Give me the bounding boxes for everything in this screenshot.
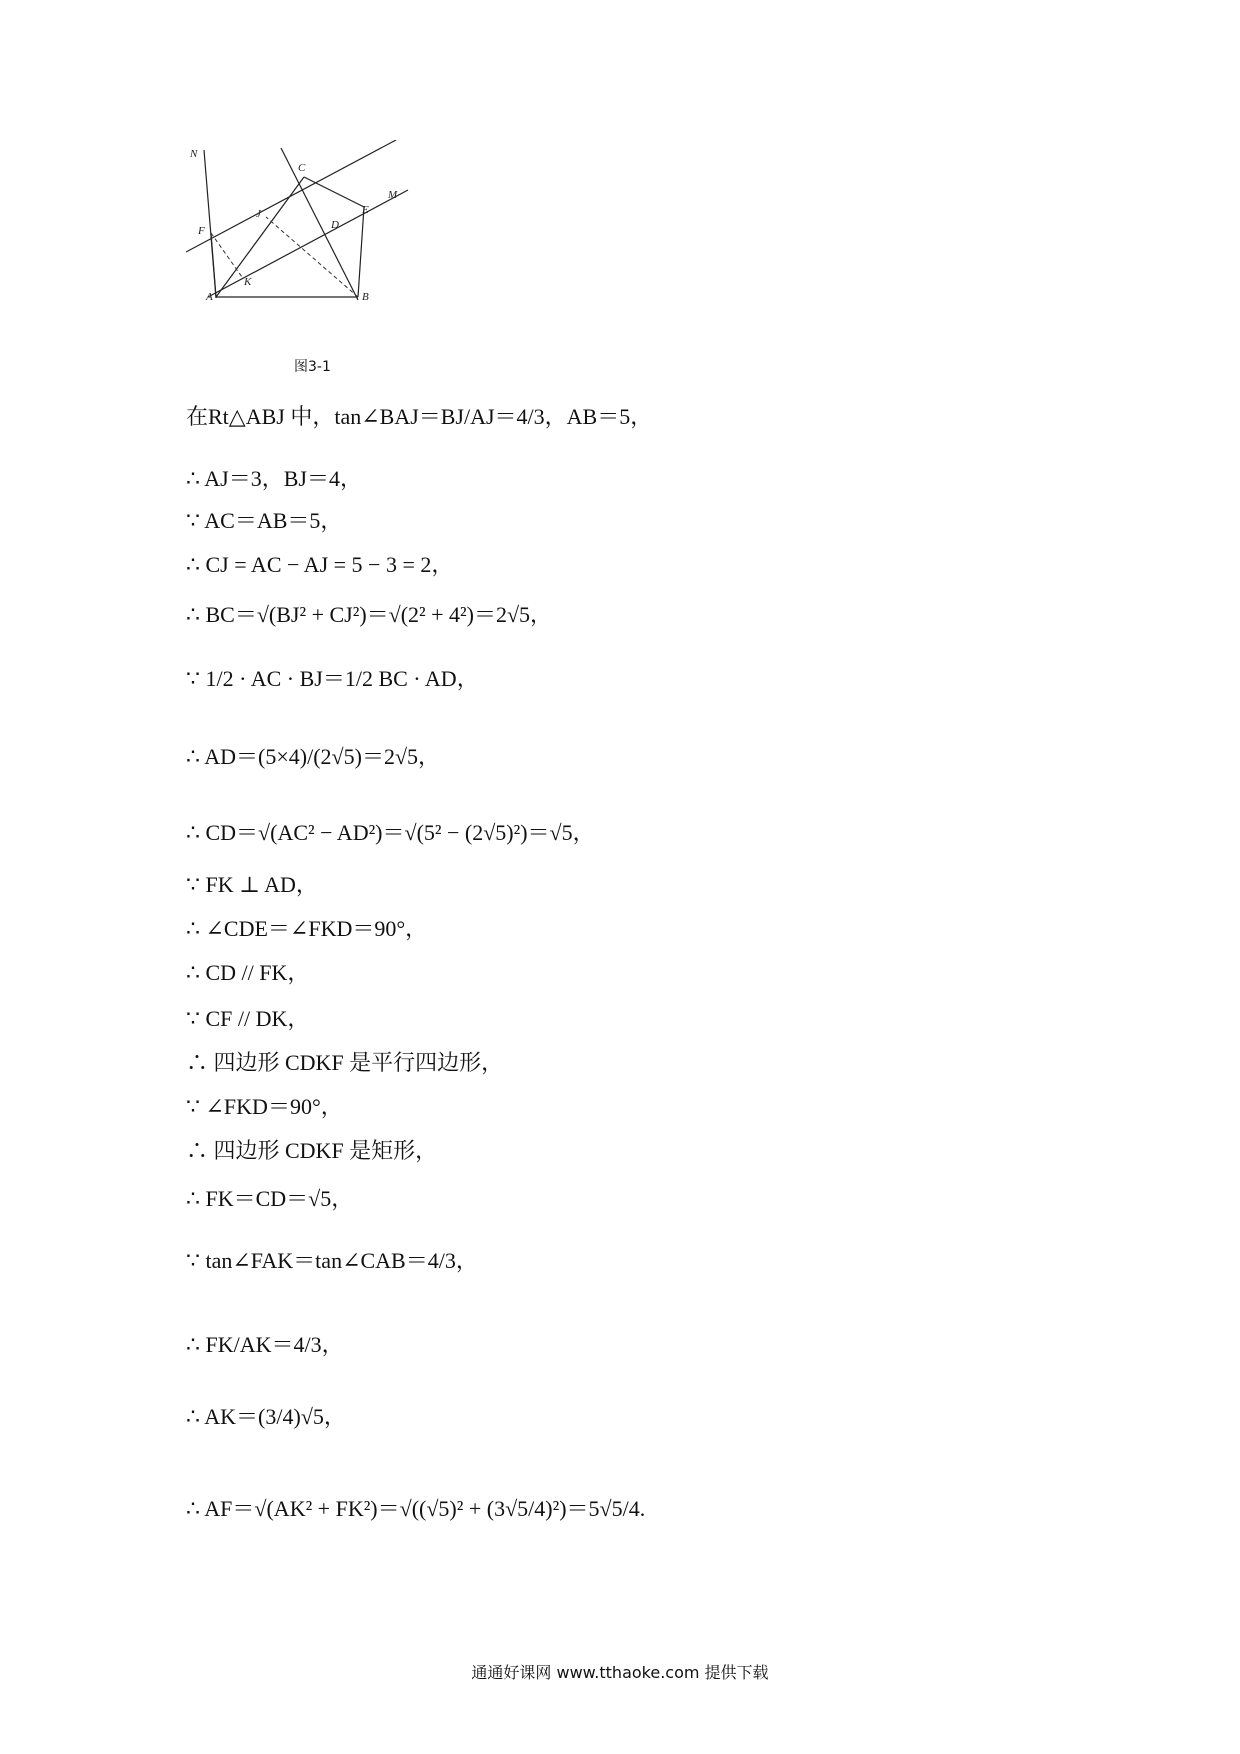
label-f: F <box>198 225 205 237</box>
solution-line: ∴ AF＝√(AK² + FK²)＝√((√5)² + (3√5/4)²)＝5√5/4. <box>186 1496 646 1521</box>
solution-line: ∵ FK ⊥ AD， <box>186 872 318 897</box>
solution-line: ∵ tan∠FAK＝tan∠CAB＝4/3， <box>186 1248 478 1273</box>
figure-caption: 图3-1 <box>294 359 331 375</box>
line-cb-extended <box>281 148 358 300</box>
solution-line: ∴ FK＝CD＝√5， <box>186 1186 354 1211</box>
label-a: A <box>206 291 213 303</box>
solution-line: ∴ FK/AK＝4/3， <box>186 1332 344 1357</box>
solution-line: ∵ AC＝AB＝5， <box>186 508 343 533</box>
solution-line: ∴ CJ = AC − AJ = 5 − 3 = 2， <box>186 552 454 577</box>
segment-eb <box>358 207 364 297</box>
footer-credit: 通通好课网 www.tthaoke.com 提供下载 <box>471 1663 769 1682</box>
label-d: D <box>331 219 339 231</box>
label-n: N <box>190 148 198 160</box>
solution-line: ∴ CD＝√(AC² − AD²)＝√(5² − (2√5)²)＝√5， <box>186 820 595 845</box>
solution-line: ∴ ∠CDE＝∠FKD＝90°， <box>186 916 428 941</box>
solution-line: ∴ CD // FK， <box>186 960 310 985</box>
label-b: B <box>362 291 369 303</box>
solution-line: ∴ 四边形 CDKF 是矩形， <box>186 1138 438 1163</box>
solution-line: ∴ AD＝(5×4)/(2√5)＝2√5， <box>186 744 441 769</box>
solution-line: ∴ 四边形 CDKF 是平行四边形， <box>186 1050 504 1075</box>
solution-line: ∴ AK＝(3/4)√5， <box>186 1404 346 1429</box>
line-m <box>208 190 408 297</box>
label-e: E <box>362 204 369 216</box>
geometry-figure <box>186 140 446 340</box>
solution-line: 在Rt△ABJ 中，tan∠BAJ＝BJ/AJ＝4/3，AB＝5， <box>186 404 653 429</box>
dashed-fk <box>211 233 242 277</box>
line-upper-parallel <box>186 140 396 252</box>
solution-line: ∵ CF // DK， <box>186 1006 310 1031</box>
label-c: C <box>298 162 306 174</box>
solution-line: ∵ ∠FKD＝90°， <box>186 1094 343 1119</box>
segment-ac <box>216 177 304 297</box>
label-m: M <box>388 189 398 201</box>
solution-line: ∵ 1/2 · AC · BJ＝1/2 BC · AD， <box>186 666 479 691</box>
dashed-bj <box>266 217 358 297</box>
segment-ce <box>304 177 364 207</box>
solution-line: ∴ AJ＝3，BJ＝4， <box>186 466 362 491</box>
label-k: K <box>244 276 252 288</box>
solution-line: ∴ BC＝√(BJ² + CJ²)＝√(2² + 4²)＝2√5， <box>186 602 553 627</box>
segment-fa <box>211 233 216 297</box>
label-j: J <box>256 208 261 220</box>
